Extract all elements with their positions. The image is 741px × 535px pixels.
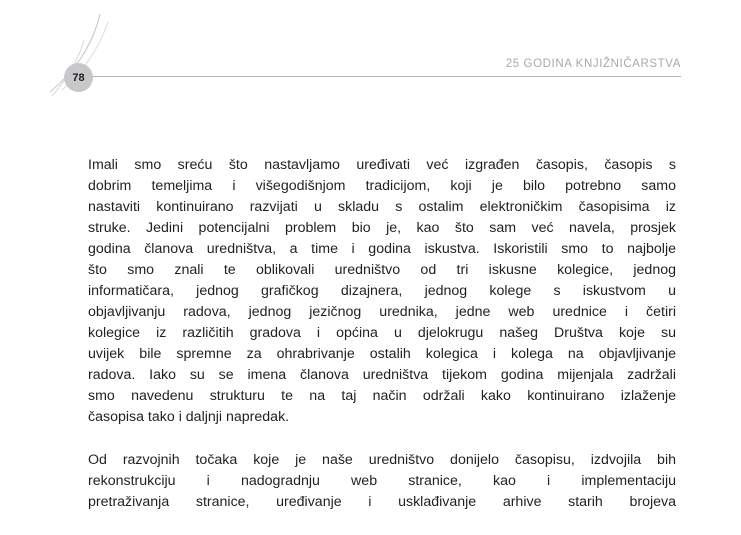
paragraph-1 — [88, 155, 676, 428]
text-line: informatičara, jednog grafičkog dizajnera, jednog kolege s iskustvom u — [88, 283, 676, 299]
running-title: 25 GODINA KNJIŽNIČARSTVA — [505, 58, 681, 70]
text-line: nastaviti kontinuirano razvijati u skladu s ostalim elektroničkim časopisima iz — [88, 199, 676, 215]
text-line: uvijek bile spremne za ohrabrivanje ostalih kolegica i kolega na objavljivanje — [88, 346, 676, 362]
text-line: objavljivanju radova, jednog jezičnog urednika, jedne web urednice i četiri — [88, 304, 676, 320]
text-line: Od razvojnih točaka koje je naše uredništvo donijelo časopisu, izdvojila bih — [88, 452, 676, 468]
decorative-curves-icon — [0, 0, 130, 100]
text-line: pretraživanja stranice, uređivanje i usklađivanje arhive starih brojeva — [88, 494, 676, 510]
paragraph-2 — [88, 450, 676, 513]
text-line: Imali smo sreću što nastavljamo uređivati već izgrađen časopis, časopis s — [88, 157, 676, 173]
body-text — [88, 155, 676, 535]
text-line: kolegice iz različitih gradova i općina u djelokrugu našeg Društva koje su — [88, 325, 676, 341]
page-number-badge: 78 — [64, 63, 93, 92]
text-line: časopisa tako i daljnji napredak. — [88, 409, 290, 425]
text-line: dobrim temeljima i višegodišnjom tradicijom, koji je bilo potrebno samo — [88, 178, 676, 194]
text-line: rekonstrukciju i nadogradnju web stranice, kao i implementaciju — [88, 473, 676, 489]
text-line: struke. Jedini potencijalni problem bio je, kao što sam već navela, prosjek — [88, 220, 676, 236]
text-line: smo navedenu strukturu te na taj način održali kako kontinuirano izlaženje — [88, 388, 676, 404]
text-line: radova. Iako su se imena članova uredništva tijekom godina mijenjala zadržali — [88, 367, 676, 383]
header-rule — [92, 76, 681, 77]
text-line: što smo znali te oblikovali uredništvo od tri iskusne kolegice, jednog — [88, 262, 676, 278]
text-line: godina članova uredništva, a time i godina iskustva. Iskoristili smo to najbolje — [88, 241, 676, 257]
